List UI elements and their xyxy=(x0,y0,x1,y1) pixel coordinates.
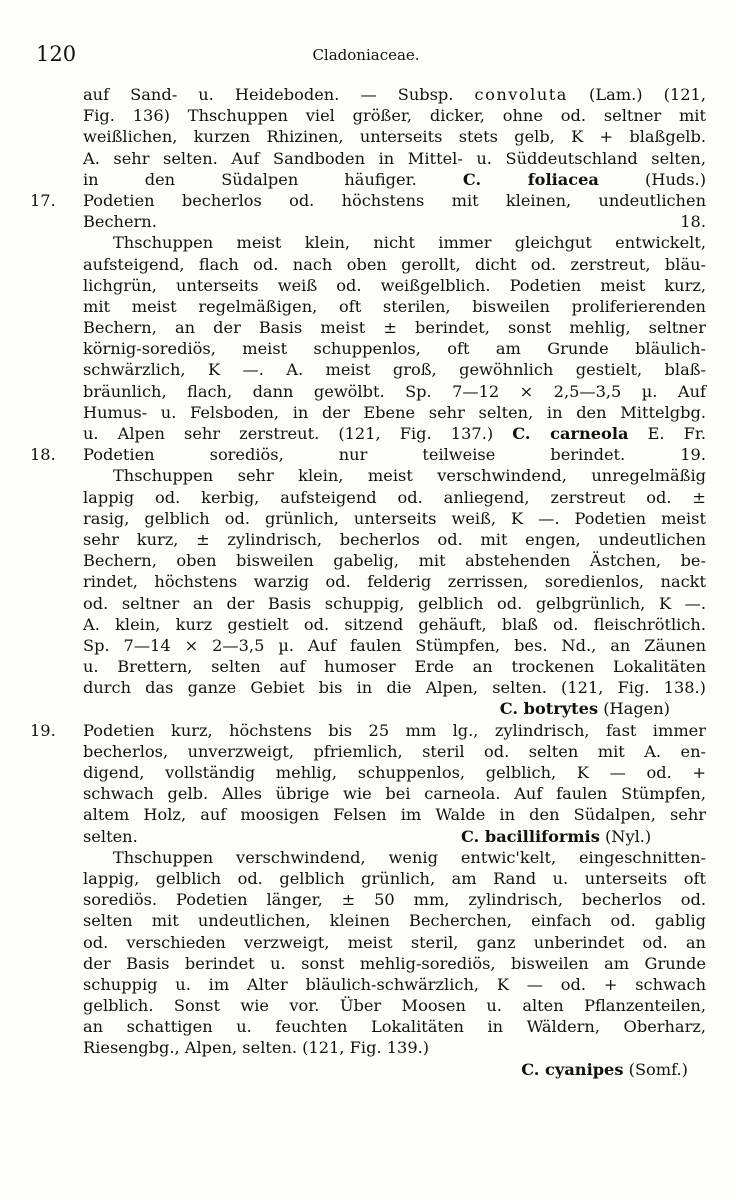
text-line: Bechern. 18. xyxy=(83,212,706,232)
entry-number: 17. xyxy=(30,190,56,210)
key-entry-18: 18. Podetien sorediös, nur teilweise berindet. 19. xyxy=(30,445,706,465)
text-line: an schattigen u. feuchten Lokalitäten in Wäldern, Oberharz, xyxy=(83,1017,706,1037)
text-line: Humus- u. Felsboden, in der Ebene sehr selten, in den Mittelgbg. xyxy=(83,402,706,422)
text-line: in den Südalpen häufiger. C. foliacea (Huds.) xyxy=(83,169,707,189)
text-line: digend, vollständig mehlig, schuppenlos, gelblich, K — od. + xyxy=(83,763,706,782)
species-name: C. carneola xyxy=(512,424,629,443)
species-name: C. foliacea xyxy=(462,169,599,189)
species-name: C. cyanipes xyxy=(521,1059,624,1079)
text-line: lappig od. kerbig, aufsteigend od. anliegend, zerstreut od. ± xyxy=(83,487,706,507)
text-line: mit meist regelmäßigen, oft sterilen, bisweilen proliferierenden xyxy=(83,296,706,316)
text-line: schwärzlich, K —. A. meist groß, gewöhnlich gestielt, blaß- xyxy=(83,360,706,380)
text-line: rindet, höchstens warzig od. felderig zerrissen, soredienlos, nackt xyxy=(83,572,706,592)
text-line: selten. C. bacilliformis (Nyl.) xyxy=(83,826,652,846)
text-line: u. Brettern, selten auf humoser Erde an trockenen Lokalitäten xyxy=(83,657,706,677)
text-line: lichgrün, unterseits weiß od. weißgelblich. Podetien meist kurz, xyxy=(83,275,706,295)
text-line: sorediös. Podetien länger, ± 50 mm, zylindrisch, becherlos od. xyxy=(83,890,706,910)
page-number: 120 xyxy=(36,42,77,66)
text-line: A. klein, kurz gestielt od. sitzend gehäuft, blaß od. fleischrötlich. xyxy=(83,614,706,634)
text-line: bräunlich, flach, dann gewölbt. Sp. 7—12 × 2,5—3,5 µ. Auf xyxy=(83,381,706,401)
text-line: selten mit undeutlichen, kleinen Becherchen, einfach od. gablig xyxy=(83,911,706,931)
text-line: körnig-sorediös, meist schuppenlos, oft am Grunde bläulich- xyxy=(83,339,706,359)
running-head: Cladoniaceae. xyxy=(312,46,420,64)
text-line: sehr kurz, ± zylindrisch, becherlos od. mit engen, undeutlichen xyxy=(83,529,706,549)
text-line: Bechern, oben bisweilen gabelig, mit abstehenden Ästchen, be- xyxy=(83,551,706,571)
text-line: weißlichen, kurzen Rhizinen, unterseits stets gelb, K + blaßgelb. xyxy=(83,127,706,147)
text-line: Fig. 136) Thschuppen viel größer, dicker, ohne od. seltner mit xyxy=(83,106,706,126)
page-body xyxy=(30,84,706,1080)
text-line: gelblich. Sonst wie vor. Über Moosen u. alten Pflanzenteilen, xyxy=(83,996,706,1016)
key-entry-19: 19. Podetien kurz, höchstens bis 25 mm lg., zylindrisch, fast immer xyxy=(30,720,706,740)
text-line: lappig, gelblich od. gelblich grünlich, am Rand u. unterseits oft xyxy=(83,868,706,888)
text-line: aufsteigend, flach od. nach oben gerollt, dicht od. zerstreut, bläu- xyxy=(83,254,706,274)
entry-number: 18. xyxy=(30,445,56,465)
text-line: becherlos, unverzweigt, pfriemlich, steril od. selten mit A. en- xyxy=(83,741,706,761)
text-line: A. sehr selten. Auf Sandboden in Mittel- u. Süddeutschland selten, xyxy=(83,148,706,168)
text-line: Bechern, an der Basis meist ± berindet, sonst mehlig, seltner xyxy=(83,318,706,338)
text-line: schwach gelb. Alles übrige wie bei carneola. Auf faulen Stümpfen, xyxy=(83,784,706,804)
key-reference: 18. xyxy=(680,212,706,232)
text-line: Sp. 7—14 × 2—3,5 µ. Auf faulen Stümpfen, bes. Nd., an Zäunen xyxy=(83,635,706,655)
text-line: der Basis berindet u. sonst mehlig-sorediös, bisweilen am Grunde xyxy=(83,953,706,973)
text-line: Riesengbg., Alpen, selten. (121, Fig. 139.) xyxy=(83,1038,430,1058)
subspecies-name: convoluta xyxy=(474,85,568,104)
text-line: Thschuppen verschwindend, wenig entwic'kelt, eingeschnitten- xyxy=(113,847,706,867)
entry-number: 19. xyxy=(30,720,56,740)
text-line: C. botrytes (Hagen) xyxy=(499,699,670,719)
page-header xyxy=(36,40,696,70)
text-line: auf Sand- u. Heideboden. — Subsp. convoluta (Lam.) (121, xyxy=(83,85,706,104)
text-line: C. cyanipes (Somf.) xyxy=(521,1059,688,1079)
text-line: altem Holz, auf moosigen Felsen im Walde in den Südalpen, sehr xyxy=(83,805,706,825)
text-line: schuppig u. im Alter bläulich-schwärzlich, K — od. + schwach xyxy=(83,974,706,994)
text-line: Thschuppen sehr klein, meist verschwindend, unregelmäßig xyxy=(113,466,706,486)
text-line: od. verschieden verzweigt, meist steril, ganz unberindet od. an xyxy=(83,932,706,952)
key-entry-17: 17. Podetien becherlos od. höchstens mit kleinen, undeutlichen xyxy=(30,190,706,210)
species-name: C. bacilliformis xyxy=(461,826,600,846)
text-line: rasig, gelblich od. grünlich, unterseits weiß, K —. Podetien meist xyxy=(83,508,706,528)
text-line: u. Alpen sehr zerstreut. (121, Fig. 137.) C. carneola E. Fr. xyxy=(83,424,706,443)
text-line: od. seltner an der Basis schuppig, gelblich od. gelbgrünlich, K —. xyxy=(83,593,706,613)
species-name: C. botrytes xyxy=(499,699,599,719)
text-line: Thschuppen meist klein, nicht immer gleichgut entwickelt, xyxy=(113,233,706,253)
text-line: durch das ganze Gebiet bis in die Alpen, selten. (121, Fig. 138.) xyxy=(83,678,706,698)
key-reference: 19. xyxy=(680,445,706,465)
